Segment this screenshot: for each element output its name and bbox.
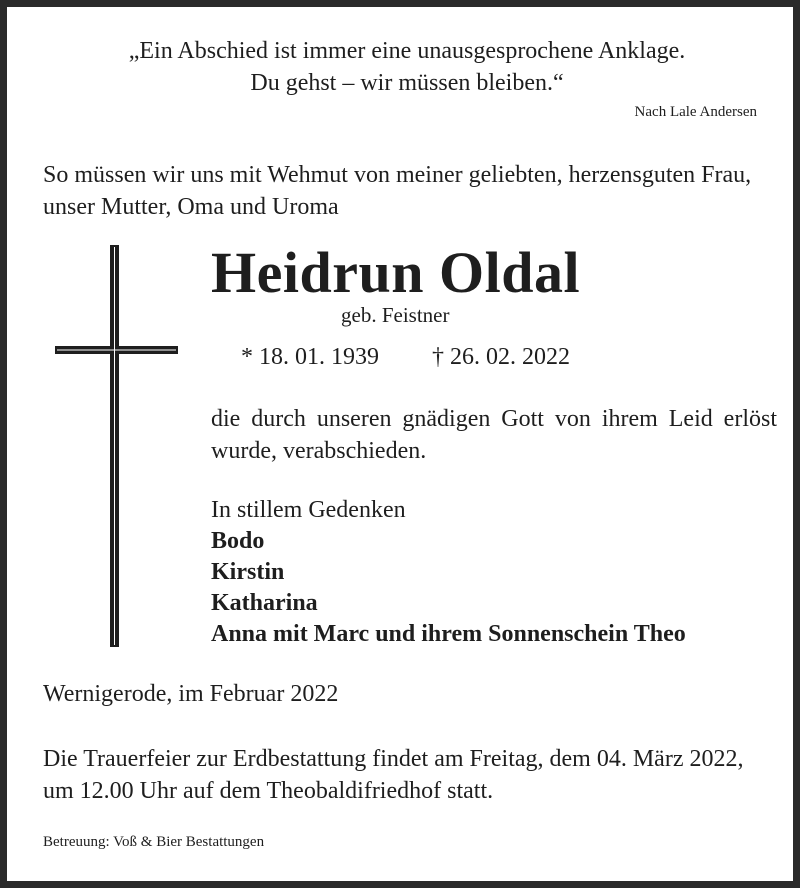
released-text: die durch unseren gnädigen Gott von ihrem Leid erlöst wurde, verabschieden. — [211, 406, 777, 464]
memoriam-heading: In stillem Gedenken — [211, 497, 406, 523]
memoriam-block — [211, 495, 686, 650]
undertaker-credit: Betreuung: Voß & Bier Bestattungen — [43, 834, 265, 850]
mourner-name: Katharina — [211, 590, 318, 616]
quote-attribution: Nach Lale Andersen — [634, 104, 757, 120]
intro-line-1: So müssen wir uns mit Wehmut von meiner geliebten, herzensguten Frau, — [43, 162, 752, 188]
quote-line-2: Du gehst – wir müssen bleiben.“ — [250, 70, 564, 96]
quote-line-1: „Ein Abschied ist immer eine unausgesprochene Anklage. — [128, 38, 686, 64]
maiden-name: geb. Feistner — [341, 303, 450, 327]
mourner-name: Kirstin — [211, 559, 285, 585]
ceremony-line-2: um 12.00 Uhr auf dem Theobaldifriedhof statt. — [43, 778, 494, 804]
birth-date: * 18. 01. 1939 — [241, 344, 379, 370]
deceased-name: Heidrun Oldal — [211, 240, 581, 305]
mourner-name: Bodo — [211, 528, 265, 554]
ceremony-info — [43, 743, 783, 807]
place-date: Wernigerode, im Februar 2022 — [43, 681, 339, 707]
mourner-name: Anna mit Marc und ihrem Sonnenschein Theo — [211, 621, 686, 647]
ceremony-line-1: Die Trauerfeier zur Erdbestattung findet am Freitag, dem 04. März 2022, — [43, 746, 744, 772]
intro-line-2: unser Mutter, Oma und Uroma — [43, 194, 339, 220]
death-date: † 26. 02. 2022 — [432, 344, 570, 370]
